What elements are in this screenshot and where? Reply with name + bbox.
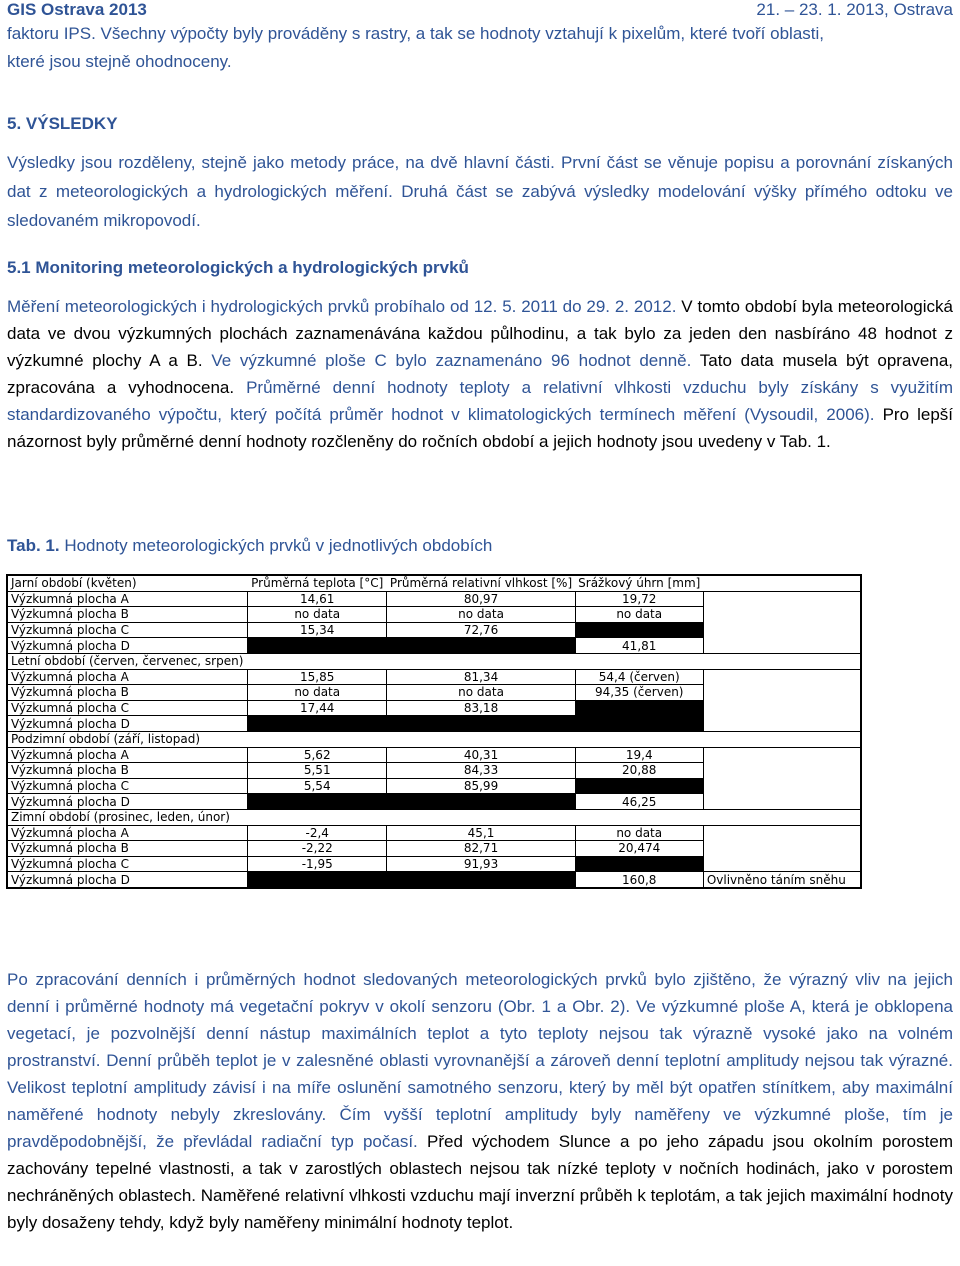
note-cell xyxy=(703,731,861,747)
humidity-cell: 91,93 xyxy=(387,856,575,872)
precipitation-cell: 19,72 xyxy=(575,591,703,607)
note-cell xyxy=(703,778,861,794)
humidity-cell xyxy=(387,716,575,732)
label-cell: Výzkumná plocha C xyxy=(7,622,248,638)
temperature-cell: -1,95 xyxy=(248,856,387,872)
s51-text-4: Tato data musela být opravena, zpracována a vyhodnocena. xyxy=(7,351,954,397)
label-cell: Zimní období (prosinec, leden, únor) xyxy=(7,809,248,825)
table-row xyxy=(7,856,861,872)
note-cell xyxy=(703,747,861,763)
humidity-cell xyxy=(387,653,575,669)
section-5-paragraph xyxy=(7,148,953,235)
table-row xyxy=(7,685,861,701)
conference-date: 21. – 23. 1. 2013, Ostrava xyxy=(756,0,953,19)
label-cell: Výzkumná plocha A xyxy=(7,669,248,685)
humidity-cell: 83,18 xyxy=(387,700,575,716)
note-cell: Ovlivněno táním sněhu xyxy=(703,872,861,888)
table-row xyxy=(7,638,861,654)
table-row xyxy=(7,622,861,638)
humidity-cell: Průměrná relativní vlhkost [%] xyxy=(387,575,575,591)
note-cell xyxy=(703,622,861,638)
note-cell xyxy=(703,825,861,841)
precipitation-cell: 20,474 xyxy=(575,841,703,857)
table-section-row xyxy=(7,575,861,591)
precipitation-cell xyxy=(575,653,703,669)
label-cell: Výzkumná plocha A xyxy=(7,747,248,763)
temperature-cell xyxy=(248,716,387,732)
meteo-table-body xyxy=(7,575,861,888)
label-cell: Výzkumná plocha A xyxy=(7,591,248,607)
table-row xyxy=(7,747,861,763)
precipitation-cell: 94,35 (červen) xyxy=(575,685,703,701)
bottom-text-7: Naměřené relativní vlhkosti vzduchu mají inverzní průběh k teplotám, a tak jejich maximální hodnoty byly dosaženy tehdy, když byly naměřeny minimální hodnoty teplot. xyxy=(7,1186,953,1232)
note-cell xyxy=(703,716,861,732)
precipitation-cell: 160,8 xyxy=(575,872,703,888)
table-row xyxy=(7,607,861,623)
s51-text-1: Měření meteorologických i hydrologických prvků probíhalo od 12. 5. 2011 do 29. 2. 2012. xyxy=(7,297,677,316)
precipitation-cell: Srážkový úhrn [mm] xyxy=(575,575,703,591)
precipitation-cell xyxy=(575,622,703,638)
temperature-cell xyxy=(248,794,387,810)
humidity-cell: 40,31 xyxy=(387,747,575,763)
s51-text-5: Průměrné denní hodnoty teploty a relativní vlhkosti vzduchu byly získány s využitím standardizovaného výpočtu, který počítá průměr hodnot v klimatologických termínech měření (Vysoudil, 2006). xyxy=(7,378,953,424)
label-cell: Výzkumná plocha D xyxy=(7,638,248,654)
temperature-cell xyxy=(248,731,387,747)
note-cell xyxy=(703,809,861,825)
note-cell xyxy=(703,575,861,591)
label-cell: Výzkumná plocha D xyxy=(7,794,248,810)
s51-text-2: V tomto období byla meteorologická data ve dvou výzkumných plochách zaznamenávána každou půlhodinu, a tak bylo za jeden den nasbíráno 48 hodnot z výzkumné plochy A a B. xyxy=(7,297,953,370)
precipitation-cell xyxy=(575,731,703,747)
note-cell xyxy=(703,638,861,654)
note-cell xyxy=(703,653,861,669)
section-5-text-a: Výsledky jsou rozděleny, stejně jako metody práce, na dvě hlavní části. xyxy=(7,153,555,172)
temperature-cell: 15,34 xyxy=(248,622,387,638)
note-cell xyxy=(703,591,861,607)
bottom-text-1: Po zpracování denních i průměrných hodnot sledovaných meteorologických prvků bylo zjištěno, že výrazný vliv na jejich denní i průměrné hodnoty má vegetační pokryv v okolí senzoru (Obr. 1 a Obr. 2). xyxy=(7,970,953,1016)
table-section-row xyxy=(7,653,861,669)
bottom-paragraph xyxy=(7,966,953,1236)
table-row xyxy=(7,763,861,779)
precipitation-cell: 54,4 (červen) xyxy=(575,669,703,685)
table-row xyxy=(7,841,861,857)
label-cell: Letní období (červen, červenec, srpen) xyxy=(7,653,248,669)
humidity-cell xyxy=(387,638,575,654)
label-cell: Jarní období (květen) xyxy=(7,575,248,591)
table-row xyxy=(7,716,861,732)
label-cell: Výzkumná plocha D xyxy=(7,716,248,732)
label-cell: Výzkumná plocha D xyxy=(7,872,248,888)
humidity-cell xyxy=(387,731,575,747)
table-row xyxy=(7,669,861,685)
note-cell xyxy=(703,763,861,779)
temperature-cell: no data xyxy=(248,607,387,623)
intro-paragraph xyxy=(7,20,953,76)
label-cell: Výzkumná plocha C xyxy=(7,778,248,794)
precipitation-cell: 19,4 xyxy=(575,747,703,763)
label-cell: Výzkumná plocha C xyxy=(7,856,248,872)
page-header xyxy=(7,0,953,22)
temperature-cell: no data xyxy=(248,685,387,701)
bottom-text-2: Ve výzkumné ploše A, která je obklopena vegetací, je pozvolnější denní nástup maximálních teplot a tyto teploty nejsou tak výrazně vysoké jako na volném prostranství. xyxy=(7,997,953,1070)
note-cell xyxy=(703,669,861,685)
bottom-text-6: Před východem Slunce a po jeho západu jsou okolním porostem zachovány tepelné vlastnosti, a tak v zarostlých oblastech nejsou tak nízké teploty v nočních hodinách, jako v porostem nechráněných oblastech. xyxy=(7,1132,953,1205)
temperature-cell: 15,85 xyxy=(248,669,387,685)
humidity-cell: no data xyxy=(387,607,575,623)
table-row xyxy=(7,825,861,841)
s51-text-6: Pro lepší názornost byly průměrné denní hodnoty rozčleněny do ročních období a jejich hodnoty jsou uvedeny v Tab. 1. xyxy=(7,405,953,451)
precipitation-cell xyxy=(575,716,703,732)
note-cell xyxy=(703,841,861,857)
table-caption-label: Tab. 1. xyxy=(7,536,60,555)
temperature-cell: 5,62 xyxy=(248,747,387,763)
humidity-cell xyxy=(387,872,575,888)
note-cell xyxy=(703,685,861,701)
humidity-cell: 82,71 xyxy=(387,841,575,857)
label-cell: Výzkumná plocha C xyxy=(7,700,248,716)
humidity-cell: 45,1 xyxy=(387,825,575,841)
precipitation-cell xyxy=(575,778,703,794)
precipitation-cell: no data xyxy=(575,825,703,841)
temperature-cell: Průměrná teplota [°C] xyxy=(248,575,387,591)
section-5-title: 5. VÝSLEDKY xyxy=(7,114,118,133)
humidity-cell: 72,76 xyxy=(387,622,575,638)
table-row xyxy=(7,794,861,810)
precipitation-cell: no data xyxy=(575,607,703,623)
section-5-1-paragraph xyxy=(7,293,953,455)
conference-title: GIS Ostrava 2013 xyxy=(7,0,147,19)
humidity-cell: 81,34 xyxy=(387,669,575,685)
humidity-cell: no data xyxy=(387,685,575,701)
temperature-cell: -2,22 xyxy=(248,841,387,857)
label-cell: Výzkumná plocha B xyxy=(7,607,248,623)
table-section-row xyxy=(7,809,861,825)
table-caption-text: Hodnoty meteorologických prvků v jednotlivých obdobích xyxy=(59,536,493,555)
temperature-cell xyxy=(248,653,387,669)
section-5-1-title: 5.1 Monitoring meteorologických a hydrologických prvků xyxy=(7,258,469,277)
s51-text-3: Ve výzkumné ploše C bylo zaznamenáno 96 hodnot denně. xyxy=(211,351,692,370)
label-cell: Výzkumná plocha B xyxy=(7,763,248,779)
humidity-cell: 85,99 xyxy=(387,778,575,794)
label-cell: Výzkumná plocha B xyxy=(7,685,248,701)
table-row xyxy=(7,872,861,888)
note-cell xyxy=(703,607,861,623)
label-cell: Výzkumná plocha A xyxy=(7,825,248,841)
precipitation-cell xyxy=(575,809,703,825)
table-row xyxy=(7,778,861,794)
humidity-cell: 84,33 xyxy=(387,763,575,779)
precipitation-cell xyxy=(575,700,703,716)
temperature-cell: -2,4 xyxy=(248,825,387,841)
bottom-text-3: Denní průběh teplot je v zalesněné oblasti vyrovnanější a zároveň denní teplotní amplitudy nejsou tak výrazné. xyxy=(106,1051,953,1070)
precipitation-cell: 46,25 xyxy=(575,794,703,810)
note-cell xyxy=(703,794,861,810)
intro-line-2: které jsou stejně ohodnoceny. xyxy=(7,52,232,71)
temperature-cell xyxy=(248,809,387,825)
bottom-text-5: Čím vyšší teplotní amplitudy byly naměřeny ve výzkumné ploše, tím je pravděpodobnější, že převládal radiační typ počasí. xyxy=(7,1105,953,1151)
note-cell xyxy=(703,856,861,872)
table-row xyxy=(7,700,861,716)
humidity-cell xyxy=(387,809,575,825)
temperature-cell: 5,54 xyxy=(248,778,387,794)
temperature-cell: 17,44 xyxy=(248,700,387,716)
temperature-cell: 5,51 xyxy=(248,763,387,779)
temperature-cell xyxy=(248,872,387,888)
humidity-cell: 80,97 xyxy=(387,591,575,607)
intro-line-1: faktoru IPS. Všechny výpočty byly prováděny s rastry, a tak se hodnoty vztahují k pixelům, které tvoří oblasti, xyxy=(7,24,824,43)
temperature-cell: 14,61 xyxy=(248,591,387,607)
meteo-table xyxy=(6,574,862,889)
table-row xyxy=(7,591,861,607)
humidity-cell xyxy=(387,794,575,810)
temperature-cell xyxy=(248,638,387,654)
precipitation-cell xyxy=(575,856,703,872)
note-cell xyxy=(703,700,861,716)
precipitation-cell: 41,81 xyxy=(575,638,703,654)
table-caption xyxy=(7,536,492,556)
bottom-text-4: Velikost teplotní amplitudy závisí i na míře oslunění samotného senzoru, který by měl být opatřen stínítkem, aby maximální naměřené hodnoty nebyly zkreslovány. xyxy=(7,1078,953,1124)
section-5-text-b: První část se věnuje popisu a porovnání získaných dat z meteorologických a hydrologických měření. Druhá část se zabývá výsledky modelování výšky přímého odtoku ve sledovaném mikropovodí. xyxy=(7,153,953,230)
table-section-row xyxy=(7,731,861,747)
precipitation-cell: 20,88 xyxy=(575,763,703,779)
label-cell: Výzkumná plocha B xyxy=(7,841,248,857)
label-cell: Podzimní období (září, listopad) xyxy=(7,731,248,747)
